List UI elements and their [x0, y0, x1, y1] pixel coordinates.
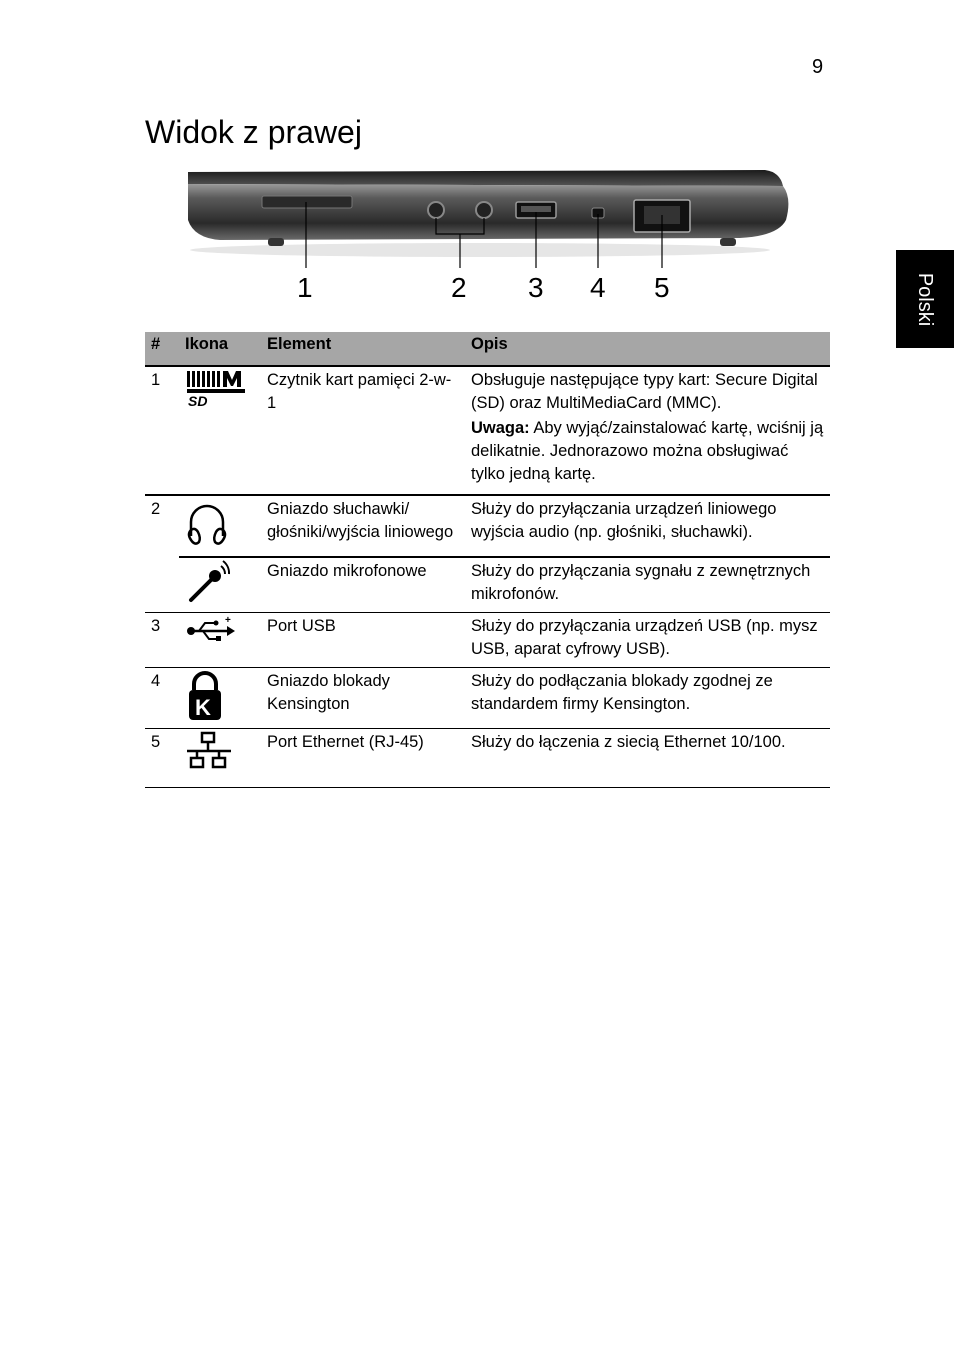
- table-row: [145, 495, 830, 557]
- row-number: 2: [151, 500, 161, 518]
- table-row: [145, 557, 830, 613]
- row-number: [145, 557, 179, 613]
- language-tab-label: Polski: [914, 272, 937, 326]
- multimediacard-sd-icon: [185, 369, 249, 409]
- row-description: Służy do przyłączania sygnału z zewnętrznych mikrofonów.: [465, 557, 830, 613]
- microphone-icon: [185, 560, 233, 604]
- usb-icon: [185, 615, 235, 645]
- svg-text:+: +: [225, 615, 231, 626]
- table-header-row: [145, 332, 830, 366]
- row-element: Port USB: [261, 613, 465, 668]
- page-number: 9: [812, 56, 824, 78]
- row-description: Służy do łączenia z siecią Ethernet 10/100.: [465, 729, 830, 788]
- kensington-lock-icon: [185, 670, 225, 722]
- header-number: #: [145, 332, 179, 366]
- table-row: [145, 729, 830, 788]
- row-element: Gniazdo blokady Kensington: [261, 668, 465, 729]
- table-row: [145, 668, 830, 729]
- row-description: Służy do przyłączania urządzeń USB (np. mysz USB, aparat cyfrowy USB).: [465, 613, 830, 668]
- row-description: Służy do przyłączania urządzeń liniowego wyjścia audio (np. głośniki, słuchawki).: [465, 495, 830, 557]
- note-text: Aby wyjąć/zainstalować kartę, wciśnij ją delikatnie. Jednorazowo można obsługiwać tylko jedną kartę.: [471, 419, 824, 483]
- svg-text:SD: SD: [188, 393, 208, 409]
- page-title: Widok z prawej: [145, 114, 362, 150]
- laptop-right-side-illustration: [180, 158, 800, 300]
- row-number: 5: [145, 729, 179, 788]
- ethernet-icon: [185, 731, 233, 771]
- row-number: 3: [145, 613, 179, 668]
- header-icon: Ikona: [179, 332, 261, 366]
- callout-4: 4: [590, 272, 606, 303]
- callout-2: 2: [451, 272, 467, 303]
- row-element: Czytnik kart pamięci 2-w-1: [261, 366, 465, 495]
- note-label: Uwaga:: [471, 419, 530, 437]
- language-tab: [896, 250, 954, 348]
- headphones-icon: [185, 498, 229, 550]
- callout-1: 1: [297, 272, 313, 303]
- table-row: [145, 613, 830, 668]
- row-element: Port Ethernet (RJ-45): [261, 729, 465, 788]
- callout-3: 3: [528, 272, 544, 303]
- row-element: Gniazdo słuchawki/ głośniki/wyjścia liniowego: [261, 495, 465, 557]
- row-description: Obsługuje następujące typy kart: Secure Digital (SD) oraz MultiMediaCard (MMC).: [471, 371, 818, 412]
- svg-text:K: K: [195, 695, 211, 720]
- header-description: Opis: [465, 332, 830, 366]
- callout-5: 5: [654, 272, 670, 303]
- header-element: Element: [261, 332, 465, 366]
- row-description: Służy do podłączania blokady zgodnej ze standardem firmy Kensington.: [465, 668, 830, 729]
- components-table: [145, 332, 830, 788]
- row-number: 1: [145, 366, 179, 495]
- row-element: Gniazdo mikrofonowe: [261, 557, 465, 613]
- row-number: 4: [145, 668, 179, 729]
- table-row: [145, 366, 830, 495]
